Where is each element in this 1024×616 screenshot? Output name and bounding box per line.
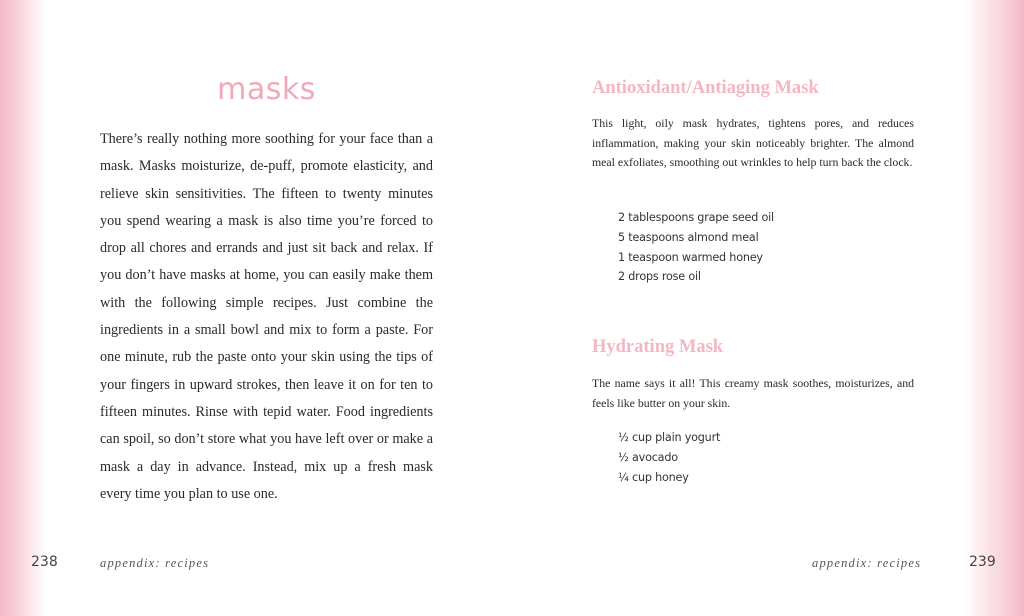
ingredient-list-hydrating (618, 428, 720, 487)
ingredient-item: 5 teaspoons almond meal (618, 230, 759, 244)
recipe-title-hydrating: Hydrating Mask (592, 337, 724, 357)
left-page-edge-tint (0, 0, 46, 616)
ingredient-item: ¼ cup honey (618, 470, 689, 484)
ingredient-item: 1 teaspoon warmed honey (618, 250, 763, 264)
intro-paragraph: There’s really nothing more soothing for your face than a mask. Masks moisturize, de-puff, promote elasticity, and relieve skin sensitivities. The fifteen to twenty minutes you spend wearing a mask is also time you’re forced to drop all chores and errands and just sit back and relax. If you don’t have masks at home, you can easily make them with the following simple recipes. Just combine the ingredients in a small bowl and mix to form a paste. For one minute, rub the paste onto your skin using the tips of your fingers in upward strokes, then leave it on for ten to fifteen minutes. Rinse with tepid water. Food ingredients can spoil, so don’t store what you have left over or make a mask a day in advance. Instead, mix up a fresh mask every time you plan to use one. (100, 131, 433, 502)
right-page-edge-tint (964, 0, 1024, 616)
ingredient-item: ½ cup plain yogurt (618, 431, 721, 444)
ingredient-list-antioxidant (618, 208, 774, 287)
ingredient-item: 2 tablespoons grape seed oil (618, 211, 774, 224)
recipe-description-hydrating: The name says it all! This creamy mask soothes, moisturizes, and feels like butter on your skin. (592, 376, 914, 410)
recipe-title-antioxidant: Antioxidant/Antiaging Mask (592, 78, 819, 98)
page-title: masks (217, 72, 316, 107)
running-footer-left: appendix: recipes (100, 556, 210, 570)
page-number-left: 238 (31, 554, 58, 570)
recipe-description-antioxidant: This light, oily mask hydrates, tightens pores, and reduces inflammation, making your skin noticeably brighter. The almond meal exfoliates, smoothing out wrinkles to help turn back the clock. (592, 116, 914, 170)
ingredient-item: 2 drops rose oil (618, 270, 701, 284)
running-footer-right: appendix: recipes (812, 556, 922, 570)
ingredient-item: ½ avocado (618, 450, 678, 464)
page-number-right: 239 (969, 554, 996, 570)
